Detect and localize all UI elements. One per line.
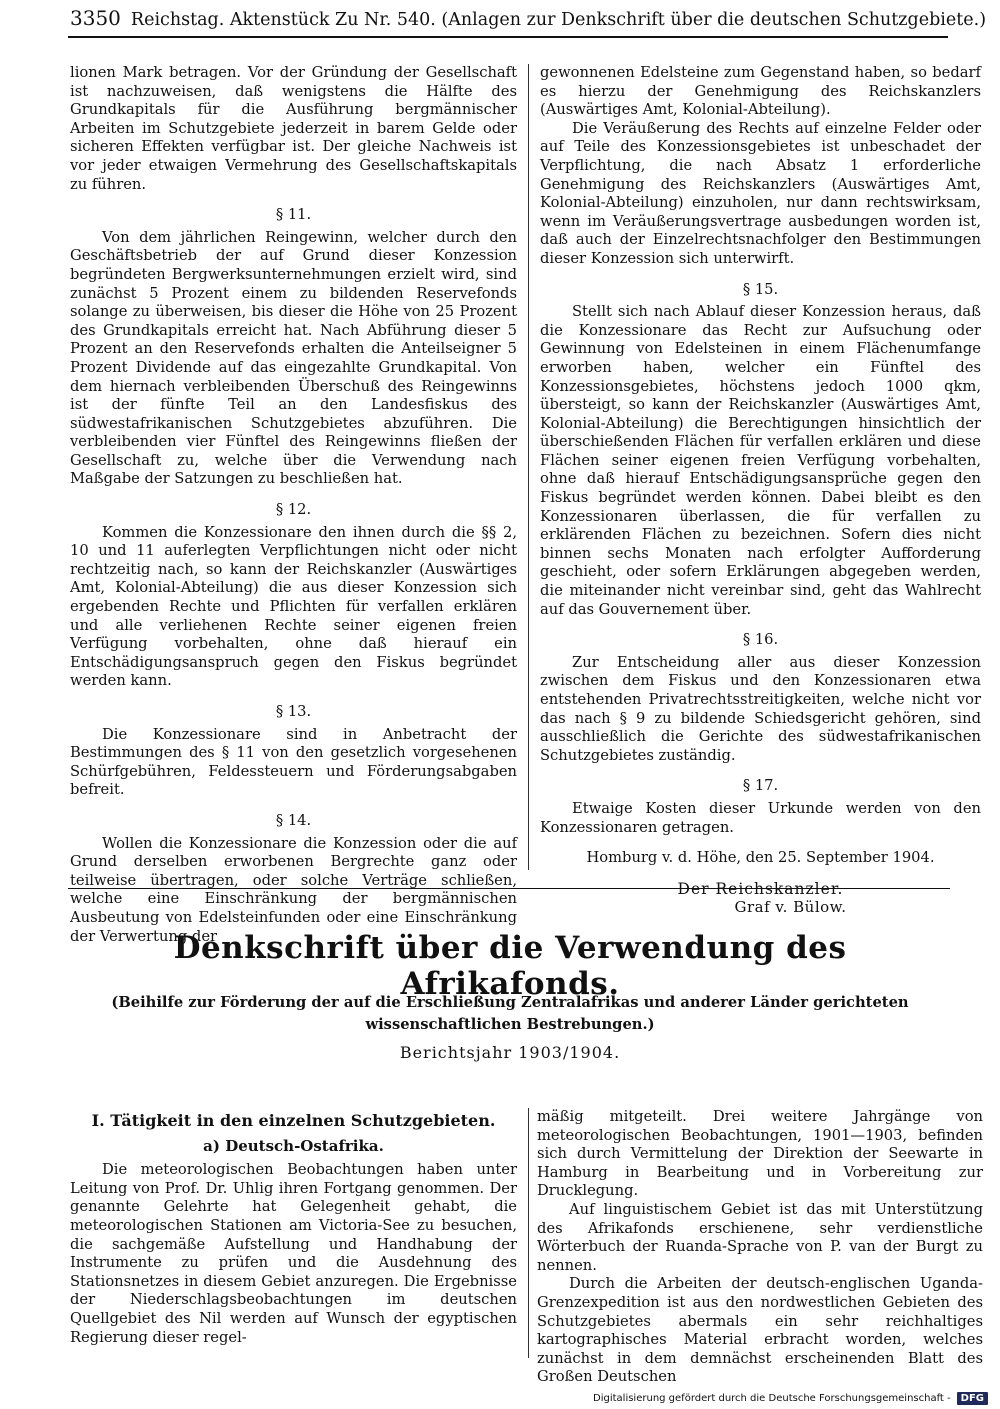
lower-left-column — [70, 1112, 517, 1347]
subsection-heading: a) Deutsch-Ostafrika. — [203, 1136, 384, 1155]
column-divider-upper — [528, 64, 529, 870]
memorandum-title: Denkschrift über die Verwendung des Afrikafonds. — [173, 930, 847, 1002]
section-rule — [68, 888, 950, 889]
memorandum-subtitle: (Beihilfe zur Förderung der auf die Erschließung Zentralafrikas und anderer Länder gerichteten wissenschaftlichen Bestrebungen.) — [111, 994, 909, 1033]
header-rule — [68, 36, 948, 38]
paragraph: Die meteorologischen Beobachtungen haben unter Leitung von Prof. Dr. Uhlig ihren Fortgang genommen. Der genannte Gelehrte hat Gelegenheit gehabt, die meteorologischen Stationen am Victoria-See zu besuchen, die sachgemäße Aufstellung und Handhabung der Instrumente zu prüfen und die Ausdehnung des Stationsnetzes in diesem Gebiet anzuregen. Die Ergebnisse der Niederschlagsbeobachtungen im deutschen Quellgebiet des Nil werden auf Wunsch der egyptischen Regierung dieser regel- — [70, 1161, 517, 1346]
paragraph: Kommen die Konzessionare den ihnen durch die §§ 2, 10 und 11 auferlegten Verpflichtungen nicht oder nicht rechtzeitig nach, so kann der Reichskanzler (Auswärtiges Amt, Kolonial-Abteilung) die aus dieser Konzession sich ergebenden Rechte und Pflichten für verfallen erklären und alle verliehenen Rechte seiner eigenen freien Verfügung vorbehalten, ohne daß hierauf ein Entschädigungsanspruch gegen den Fiskus begründet werden kann. — [70, 523, 517, 690]
signatory-name: Graf v. Bülow. — [734, 898, 847, 917]
paragraph: Etwaige Kosten dieser Urkunde werden von den Konzessionaren getragen. — [540, 799, 981, 836]
running-header — [70, 6, 987, 36]
section-number: § 15. — [742, 280, 779, 298]
upper-right-column — [540, 64, 981, 917]
section-number: § 13. — [275, 703, 312, 720]
paragraph: mäßig mitgeteilt. Drei weitere Jahrgänge von meteorologischen Beobachtungen, 1901—1903, befinden sich durch Vermittelung der Direktion der Seewarte in Hamburg in Bearbeitung und in Vorbereitung zur Drucklegung. — [537, 1108, 983, 1200]
paragraph: Durch die Arbeiten der deutsch-englischen Uganda-Grenzexpedition ist aus den nordwestlichen Gebieten des Schutzgebietes abermals ein sehr reichhaltiges kartographisches Material erbracht worden, welches zunächst in dem demnächst erscheinenden Blatt des Großen Deutschen — [537, 1275, 983, 1386]
running-title: Reichstag. Aktenstück Zu Nr. 540. (Anlagen zur Denkschrift über die deutschen Schutzgebiete.) — [130, 10, 987, 30]
section-number: § 12. — [275, 501, 312, 519]
paragraph: gewonnenen Edelsteine zum Gegenstand haben, so bedarf es hierzu der Genehmigung des Reichskanzlers (Auswärtiges Amt, Kolonial-Abteilung). — [540, 64, 981, 119]
paragraph: Von dem jährlichen Reingewinn, welcher durch den Geschäftsbetrieb der auf Grund dieser Konzession begründeten Bergwerksunternehmungen erzielt wird, sind zunächst 5 Prozent einem zu bildenden Reservefonds solange zu überweisen, bis dieser die Höhe von 25 Prozent des Grundkapitals erreicht hat. Nach Abführung dieser 5 Prozent an den Reservefonds erhalten die Anteilseigner 5 Prozent Dividende auf das eingezahlte Grundkapital. Von dem hiernach verbleibenden Überschuß des Reingewinns ist der fünfte Teil an den Landesfiskus des südwestafrikanischen Schutzgebietes abzuführen. Die verbleibenden vier Fünftel des Reingewinns fließen der Gesellschaft zu, welche über die Verwendung nach Maßgabe der Satzungen zu beschließen hat. — [70, 228, 517, 488]
section-number: § 14. — [275, 811, 312, 829]
section-heading: I. Tätigkeit in den einzelnen Schutzgebieten. — [91, 1111, 496, 1130]
digitization-footer — [593, 1390, 988, 1406]
upper-left-column — [70, 64, 517, 946]
paragraph: Die Veräußerung des Rechts auf einzelne Felder oder auf Teile des Konzessionsgebietes ist unbeschadet der Verpflichtung, die nach Absatz 1 erforderliche Genehmigung des Reichskanzlers (Auswärtiges Amt, Kolonial-Abteilung) einzuholen, nur dann rechtswirksam, wenn im Veräußerungsvertrage ausbedungen worden ist, daß auch der Einzelrechtsnachfolger den Bestimmungen dieser Konzession sich unterwirft. — [540, 119, 981, 267]
digitization-credit: Digitalisierung gefördert durch die Deutsche Forschungsgemeinschaft - — [593, 1392, 951, 1404]
paragraph: lionen Mark betragen. Vor der Gründung der Gesellschaft ist nachzuweisen, daß wenigstens die Hälfte des Grundkapitals für die Ausführung bergmännischer Arbeiten im Schutzgebiete jederzeit in barem Gelde oder sicheren Effekten verfügbar ist. Der gleiche Nachweis ist vor jeder etwaigen Vermehrung des Gesellschaftskapitals zu führen. — [70, 64, 517, 193]
section-number: § 17. — [742, 777, 779, 795]
lower-right-column — [537, 1108, 983, 1387]
dfg-logo: DFG — [957, 1392, 988, 1405]
report-year: Berichtsjahr 1903/1904. — [399, 1043, 621, 1062]
section-number: § 16. — [742, 631, 779, 649]
section-number: § 11. — [275, 206, 312, 224]
column-divider-lower — [528, 1108, 529, 1358]
signatory-title: Der Reichskanzler. — [677, 879, 844, 898]
paragraph: Wollen die Konzessionare die Konzession oder die auf Grund derselben erworbenen Bergrechte ganz oder teilweise übertragen, oder solche Verträge schließen, welche eine Einschränkung der bergmännischen Ausbeutung von Edelsteinfunden oder eine Einschränkung der Verwertung der — [70, 834, 517, 945]
closing-place-date: Homburg v. d. Höhe, den 25. September 1904. — [586, 849, 935, 867]
paragraph: Die Konzessionare sind in Anbetracht der Bestimmungen des § 11 von den gesetzlich vorgesehenen Schürfgebühren, Feldessteuern und Förderungsabgaben befreit. — [70, 725, 517, 799]
paragraph: Auf linguistischem Gebiet ist das mit Unterstützung des Afrikafonds erschienene, sehr verdienstliche Wörterbuch der Ruanda-Sprache von P. van der Burgt zu nennen. — [537, 1200, 983, 1274]
paragraph: Stellt sich nach Ablauf dieser Konzession heraus, daß die Konzessionare das Recht zur Aufsuchung oder Gewinnung von Edelsteinen in einem Flächenumfange erworben haben, welcher ein Fünftel des Konzessionsgebietes, höchstens jedoch 1000 qkm, übersteigt, so kann der Reichskanzler (Auswärtiges Amt, Kolonial-Abteilung) die Berechtigungen hinsichtlich der überschießenden Flächen für verfallen erklären und diese Flächen seiner eigenen freien Verfügung vorbehalten, ohne daß hierauf Entschädigungsansprüche gegen den Fiskus begründet werden können. Dabei bleibt es den Konzessionaren überlassen, die für verfallen zu erklärenden Flächen zu bezeichnen. Sofern dies nicht binnen sechs Monaten nach erfolgter Aufforderung geschieht, oder sofern Erklärungen abgegeben werden, die miteinander nicht vereinbar sind, geht das Wahlrecht auf das Gouvernement über. — [540, 303, 981, 618]
paragraph: Zur Entscheidung aller aus dieser Konzession zwischen dem Fiskus und den Konzessionaren etwa entstehenden Privatrechtsstreitigkeiten, welche nicht vor das nach § 9 zu bildende Schiedsgericht gehören, sind ausschließlich die Gerichte des südwestafrikanischen Schutzgebietes zuständig. — [540, 653, 981, 764]
page-number: 3350 — [70, 6, 121, 30]
